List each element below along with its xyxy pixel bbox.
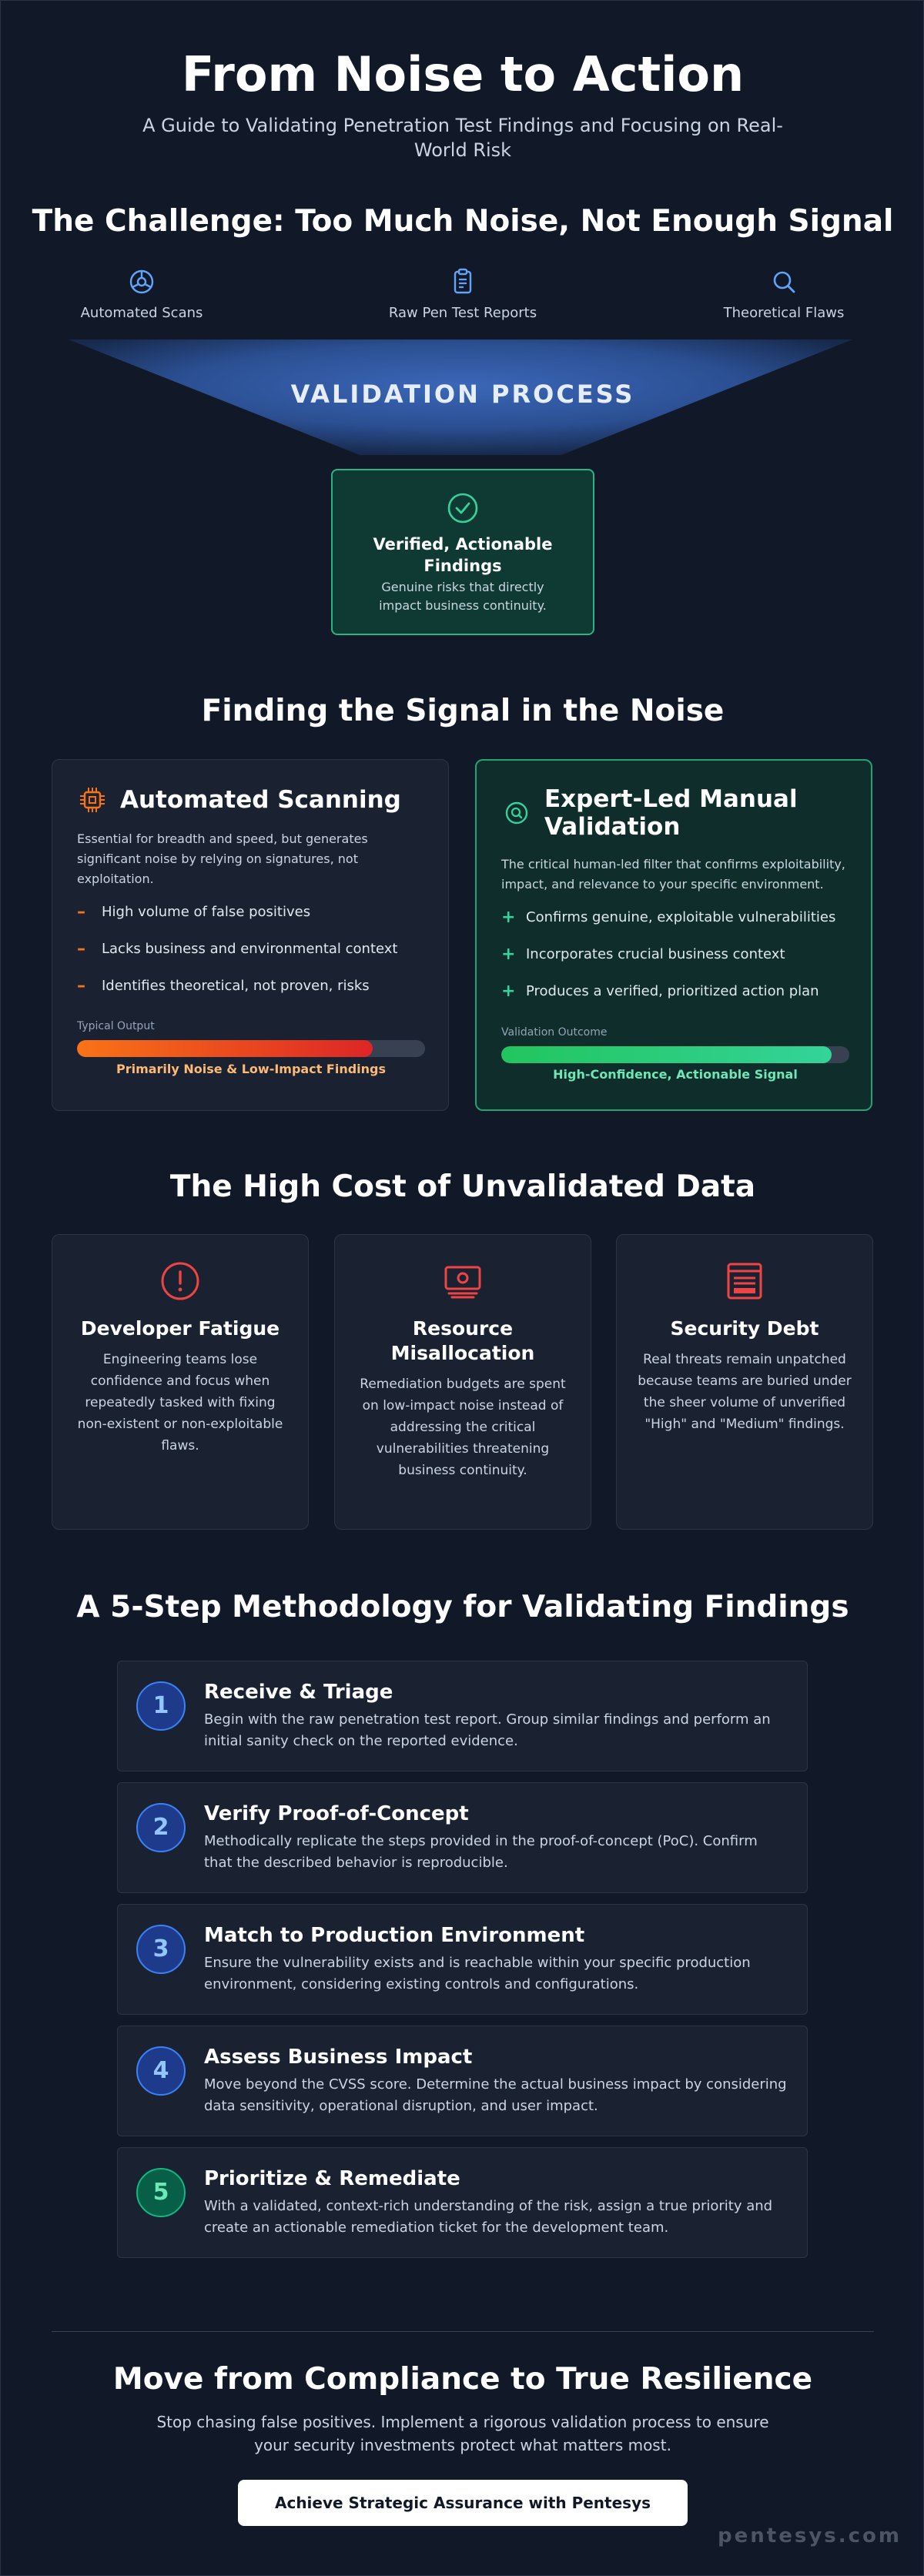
plus-icon: + (501, 982, 516, 1001)
automated-scanning-card (52, 759, 449, 1111)
step-text: With a validated, context-rich understanding of the risk, assign a true priority and create an actionable remediation ticket for the development team. (204, 2198, 773, 2236)
step-number: 1 (136, 1681, 186, 1731)
cta-subtitle: Stop chasing false positives. Implement a rigorous validation process to ensure your security investments protect what matters most. (156, 2413, 769, 2454)
scanning-description: Essential for breadth and speed, but generates significant noise by relying on signatures, not exploitation. (77, 831, 368, 886)
cost-card-text: Remediation budgets are spent on low-impact noise instead of addressing the critical vulnerabilities threatening business continuity. (360, 1377, 566, 1478)
challenge-title: The Challenge: Too Much Noise, Not Enough Signal (32, 204, 894, 239)
cost-card-developer-fatigue (52, 1234, 309, 1530)
hero (1, 47, 924, 162)
radar-icon (126, 266, 157, 297)
cost-card-title: Developer Fatigue (80, 1317, 280, 1340)
verified-title: Verified, Actionable Findings (373, 535, 553, 575)
list-item: + Incorporates crucial business context (501, 945, 785, 964)
section-divider (52, 2331, 874, 2332)
list-item: – High volume of false positives (77, 902, 311, 922)
output-bar (501, 1046, 849, 1063)
output-bar (77, 1040, 425, 1057)
step-card (117, 1782, 808, 1893)
cta-button[interactable]: Achieve Strategic Assurance with Pentesys (238, 2480, 688, 2526)
cost-card-resource-misallocation (334, 1234, 591, 1530)
signal-title: Finding the Signal in the Noise (201, 694, 725, 728)
step-text: Begin with the raw penetration test report. Group similar findings and perform an initial sanity check on the reported evidence. (204, 1711, 771, 1749)
alert-circle-icon (159, 1260, 202, 1303)
verified-description: Genuine risks that directly impact business continuity. (379, 580, 547, 613)
validation-list (501, 908, 846, 1001)
cost-title: The High Cost of Unvalidated Data (169, 1169, 756, 1204)
step-number: 5 (136, 2168, 186, 2217)
page-title: From Noise to Action (181, 46, 745, 102)
plus-icon: + (501, 945, 516, 964)
output-text: High-Confidence, Actionable Signal (553, 1067, 798, 1082)
output-text: Primarily Noise & Low-Impact Findings (116, 1062, 387, 1076)
clipboard-icon (447, 266, 478, 297)
cta-title: Move from Compliance to True Resilience (112, 2362, 813, 2397)
search-icon (768, 266, 799, 297)
source-label: Raw Pen Test Reports (388, 305, 537, 321)
list-item: + Confirms genuine, exploitable vulnerabilities (501, 908, 836, 927)
step-title: Receive & Triage (204, 1681, 393, 1704)
minus-icon: – (77, 939, 85, 958)
cost-card-text: Engineering teams lose confidence and focus when repeatedly tasked with fixing non-existent or non-exploitable flaws. (77, 1352, 283, 1454)
chip-icon (77, 785, 108, 815)
step-number: 4 (136, 2046, 186, 2096)
source-theoretical-flaws (684, 266, 884, 321)
source-pen-test-reports (363, 266, 563, 321)
receipt-icon (723, 1260, 766, 1303)
list-item: – Lacks business and environmental context (77, 939, 398, 958)
cost-card-security-debt (616, 1234, 873, 1530)
check-circle-icon (445, 490, 480, 526)
step-title: Match to Production Environment (204, 1924, 585, 1947)
scanning-list (77, 903, 424, 995)
manual-validation-card (475, 759, 872, 1111)
output-bar-fill (77, 1040, 373, 1057)
step-text: Ensure the vulnerability exists and is reachable within your specific production environment, considering existing controls and configurations. (204, 1955, 751, 1992)
page-subtitle: A Guide to Validating Penetration Test Findings and Focusing on Real-World Risk (142, 115, 783, 161)
brand-watermark: pentesys.com (718, 2524, 902, 2548)
cost-card-title: Resource Misallocation (390, 1317, 535, 1364)
output-label: Typical Output (77, 1020, 155, 1032)
step-number: 3 (136, 1925, 186, 1974)
validation-description: The critical human-led filter that confirms exploitability, impact, and relevance to your specific environment. (501, 857, 845, 892)
scanning-title: Automated Scanning (120, 786, 401, 814)
target-search-icon (501, 798, 532, 828)
source-automated-scans (42, 266, 242, 321)
validation-title: Expert-Led Manual Validation (544, 785, 798, 841)
methodology-title: A 5-Step Methodology for Validating Findings (76, 1590, 849, 1624)
step-title: Verify Proof-of-Concept (204, 1802, 469, 1825)
minus-icon: – (77, 976, 85, 995)
step-card (117, 1904, 808, 2015)
step-card (117, 1661, 808, 1771)
step-card (117, 2147, 808, 2258)
source-label: Theoretical Flaws (723, 305, 845, 321)
step-title: Assess Business Impact (204, 2046, 473, 2069)
funnel-label: VALIDATION PROCESS (290, 380, 635, 409)
cost-card-text: Real threats remain unpatched because teams are buried under the sheer volume of unverified "High" and "Medium" findings. (638, 1352, 852, 1432)
money-icon (441, 1260, 484, 1303)
output-label: Validation Outcome (501, 1026, 608, 1039)
list-item: + Produces a verified, prioritized action plan (501, 982, 819, 1001)
step-text: Methodically replicate the steps provided in the proof-of-concept (PoC). Confirm that the described behavior is reproducible. (204, 1833, 758, 1871)
list-item: – Identifies theoretical, not proven, risks (77, 976, 370, 995)
step-title: Prioritize & Remediate (204, 2167, 460, 2190)
cost-card-title: Security Debt (670, 1317, 819, 1340)
step-text: Move beyond the CVSS score. Determine the actual business impact by considering data sensitivity, operational disruption, and user impact. (204, 2076, 787, 2114)
source-label: Automated Scans (80, 305, 203, 321)
step-card (117, 2026, 808, 2136)
step-number: 2 (136, 1803, 186, 1852)
minus-icon: – (77, 902, 85, 922)
plus-icon: + (501, 908, 516, 927)
output-bar-fill (501, 1046, 832, 1063)
noise-sources (1, 266, 924, 328)
verified-findings-card (331, 469, 594, 635)
